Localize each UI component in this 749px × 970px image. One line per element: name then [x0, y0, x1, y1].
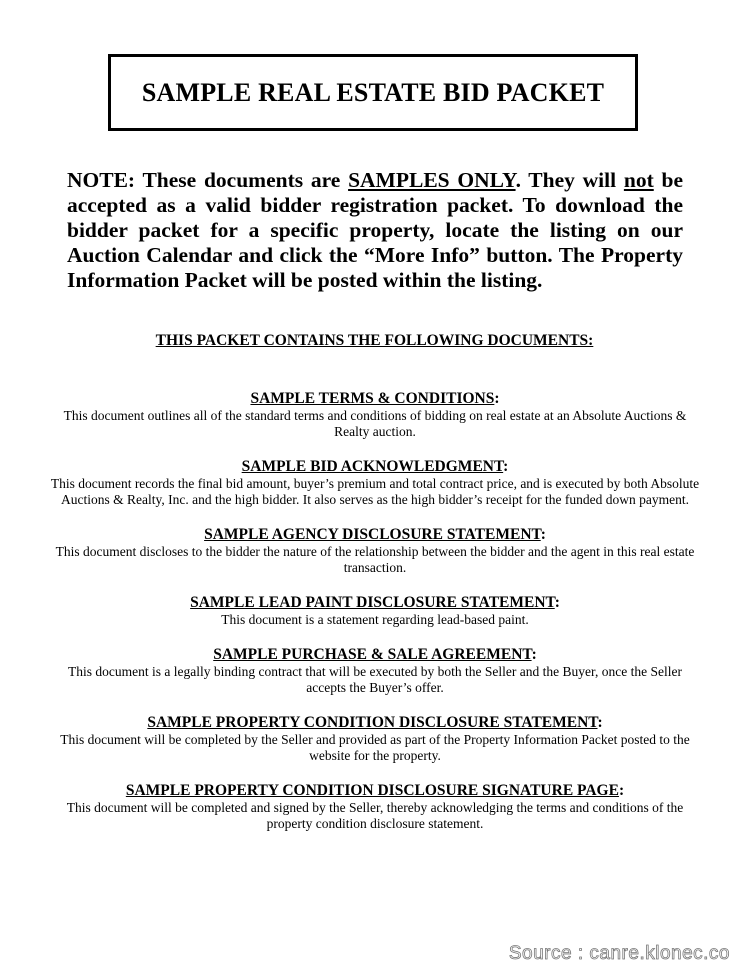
- note-not: not: [623, 168, 654, 192]
- document-description: This document discloses to the bidder the nature of the relationship between the bidder and the agent in this real estate transaction.: [55, 544, 695, 575]
- document-description: This document outlines all of the standard terms and conditions of bidding on real estate at an Absolute Auctions & Realty auction.: [63, 408, 687, 439]
- document-item: [50, 390, 700, 440]
- document-item: [50, 594, 700, 628]
- document-description: This document will be completed by the Seller and provided as part of the Property Information Packet posted to the website for the property.: [60, 732, 690, 763]
- note-text-2: . They will: [515, 168, 624, 192]
- document-item: [50, 714, 700, 764]
- source-watermark: Source : canre.klonec.co: [508, 943, 730, 964]
- document-title: SAMPLE BID ACKNOWLEDGMENT:: [241, 458, 509, 475]
- page-title: SAMPLE REAL ESTATE BID PACKET: [141, 77, 605, 107]
- document-description: This document records the final bid amount, buyer’s premium and total contract price, and is executed by both Absolute Auctions & Realty, Inc. and the high bidder. It also serves as the high bidder’s receipt for the funded down payment.: [50, 476, 700, 507]
- documents-list: [50, 390, 700, 832]
- document-item: [50, 782, 700, 832]
- document-title: SAMPLE AGENCY DISCLOSURE STATEMENT:: [204, 526, 546, 543]
- document-item: [50, 526, 700, 576]
- document-title: SAMPLE LEAD PAINT DISCLOSURE STATEMENT:: [190, 594, 560, 611]
- document-description: This document is a legally binding contract that will be executed by both the Seller and the Buyer, once the Seller accepts the Buyer’s offer.: [68, 664, 682, 695]
- document-item: [50, 458, 700, 508]
- title-box: [108, 54, 638, 131]
- note-samples-only: SAMPLES ONLY: [348, 168, 516, 192]
- document-title: SAMPLE PURCHASE & SALE AGREEMENT:: [213, 646, 537, 663]
- document-item: [50, 646, 700, 696]
- document-description: This document will be completed and signed by the Seller, thereby acknowledging the terms and conditions of the property condition disclosure statement.: [66, 800, 684, 831]
- document-title: SAMPLE TERMS & CONDITIONS:: [250, 390, 500, 407]
- note-paragraph: [67, 168, 683, 293]
- note-text-3: be accepted as a valid bidder registration packet. To download the bidder packet for a specific property, locate the listing on our Auction Calendar and click the “More Info” button. The Property Information Packet will be posted within the listing.: [67, 168, 684, 292]
- document-title: SAMPLE PROPERTY CONDITION DISCLOSURE SIGNATURE PAGE:: [125, 782, 625, 799]
- note-text-1: NOTE: These documents are: [67, 168, 349, 192]
- contains-heading: THIS PACKET CONTAINS THE FOLLOWING DOCUMENTS:: [155, 332, 594, 349]
- document-description: This document is a statement regarding lead-based paint.: [221, 612, 529, 627]
- document-title: SAMPLE PROPERTY CONDITION DISCLOSURE STATEMENT:: [147, 714, 603, 731]
